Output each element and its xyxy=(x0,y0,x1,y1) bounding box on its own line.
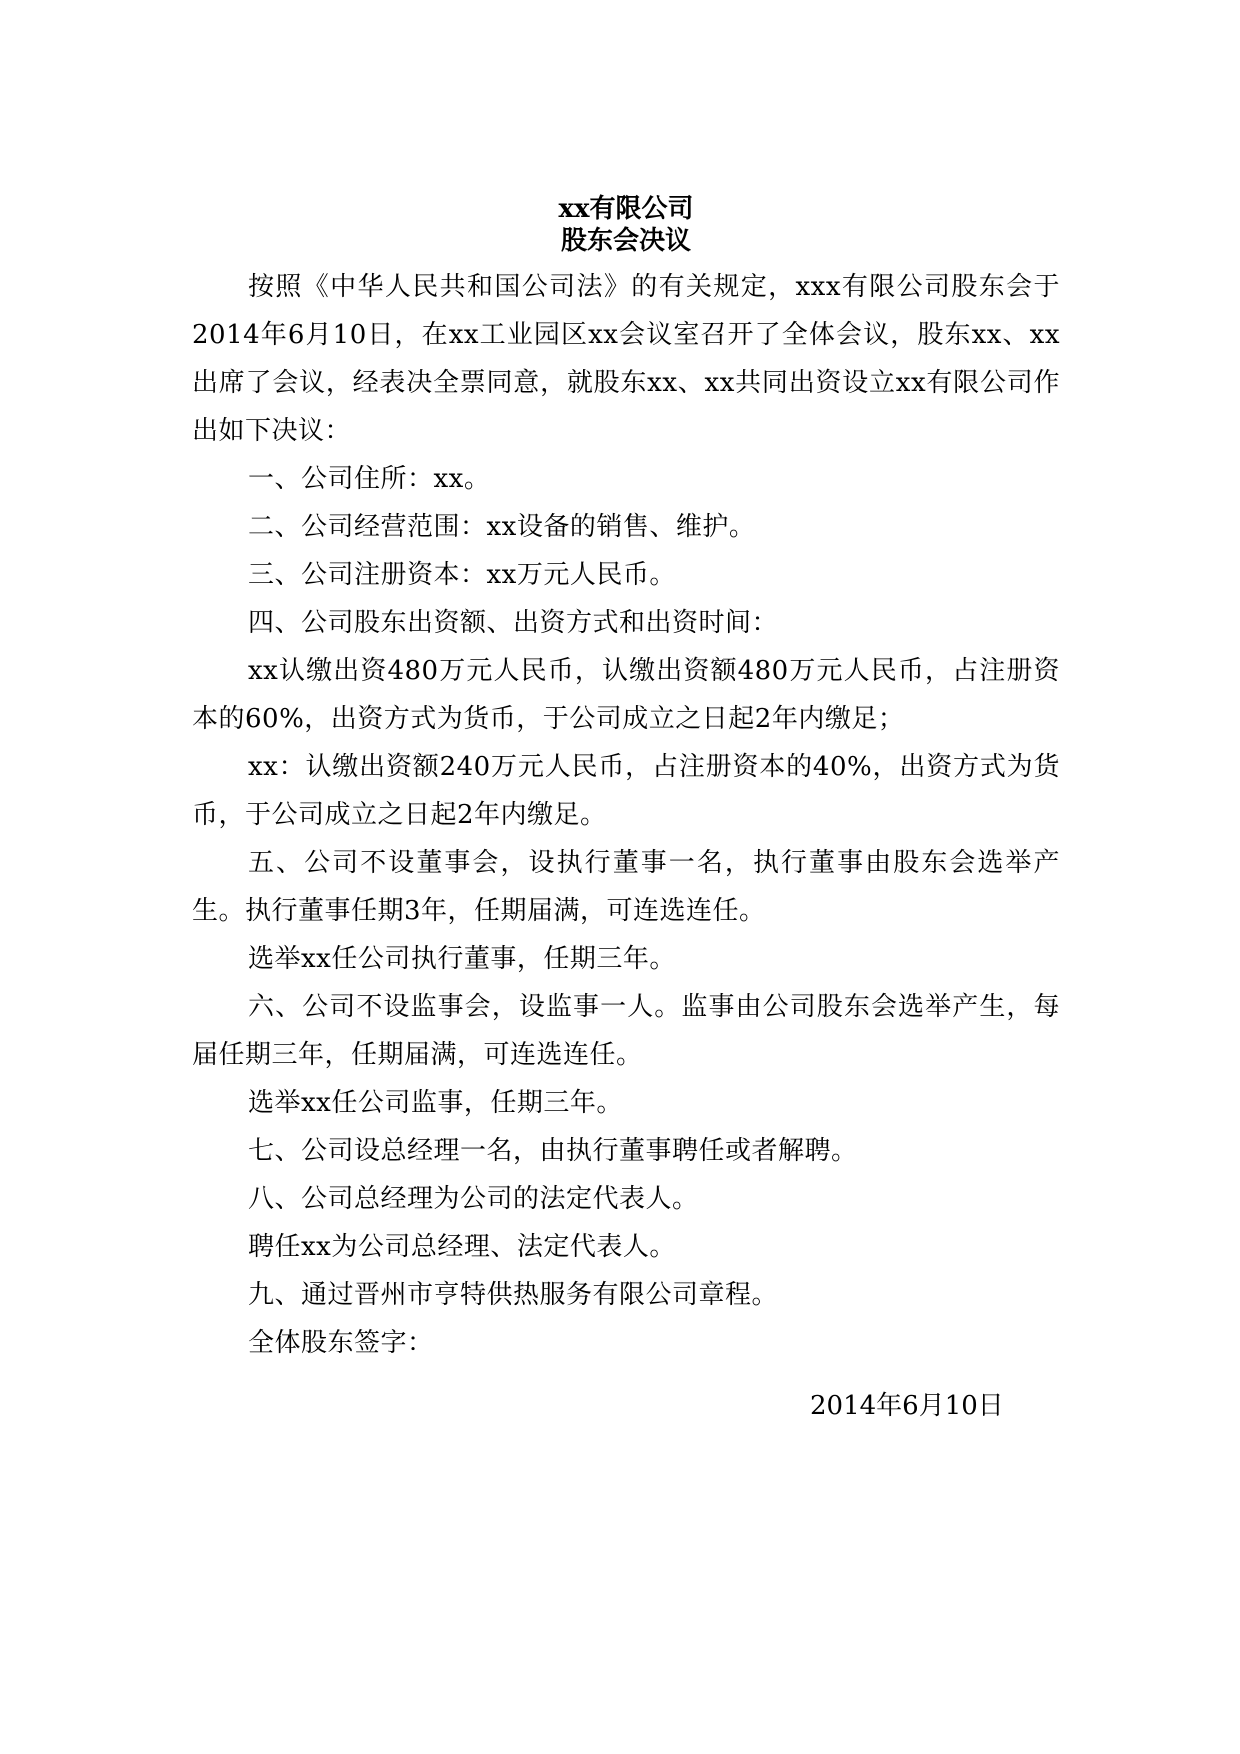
document-content xyxy=(192,193,1060,1367)
item-7-general-manager: 七、公司设总经理一名，由执行董事聘任或者解聘。 xyxy=(248,1136,858,1166)
item-8-appointment: 聘任xx为公司总经理、法定代表人。 xyxy=(248,1232,676,1262)
item-6-supervisor: 六、公司不设监事会，设监事一人。监事由公司股东会选举产生，每届任期三年，任期届满，可连选连任。 xyxy=(192,992,1060,1070)
item-2-business-scope: 二、公司经营范围：xx设备的销售、维护。 xyxy=(248,512,756,542)
item-9-articles: 九、通过晋州市亨特供热服务有限公司章程。 xyxy=(248,1280,779,1310)
intro-paragraph: 按照《中华人民共和国公司法》的有关规定，xxx有限公司股东会于2014年6月10日，在xx工业园区xx会议室召开了全体会议，股东xx、xx出席了会议，经表决全票同意，就股东xx、xx共同出资设立xx有限公司作出如下决议： xyxy=(192,272,1060,446)
item-4-shareholder-2: xx：认缴出资额240万元人民币，占注册资本的40%，出资方式为货币，于公司成立之日起2年内缴足。 xyxy=(192,752,1060,830)
item-5-election: 选举xx任公司执行董事，任期三年。 xyxy=(248,944,676,974)
signature-line: 全体股东签字： xyxy=(248,1328,434,1358)
item-3-registered-capital: 三、公司注册资本：xx万元人民币。 xyxy=(248,560,676,590)
item-8-legal-representative: 八、公司总经理为公司的法定代表人。 xyxy=(248,1184,699,1214)
item-6-election: 选举xx任公司监事，任期三年。 xyxy=(248,1088,623,1118)
item-4-contribution-heading: 四、公司股东出资额、出资方式和出资时间： xyxy=(248,608,779,638)
item-1-address: 一、公司住所：xx。 xyxy=(248,464,491,494)
document-date: 2014年6月10日 xyxy=(810,1391,1004,1421)
item-4-shareholder-1: xx认缴出资480万元人民币，认缴出资额480万元人民币，占注册资本的60%，出资方式为货币，于公司成立之日起2年内缴足； xyxy=(192,656,1060,734)
company-name-title: xx有限公司 xyxy=(558,194,694,224)
resolution-body xyxy=(192,263,1060,1367)
resolution-title: 股东会决议 xyxy=(560,226,691,256)
item-5-executive-director: 五、公司不设董事会，设执行董事一名，执行董事由股东会选举产生。执行董事任期3年，任期届满，可连选连任。 xyxy=(192,848,1060,926)
